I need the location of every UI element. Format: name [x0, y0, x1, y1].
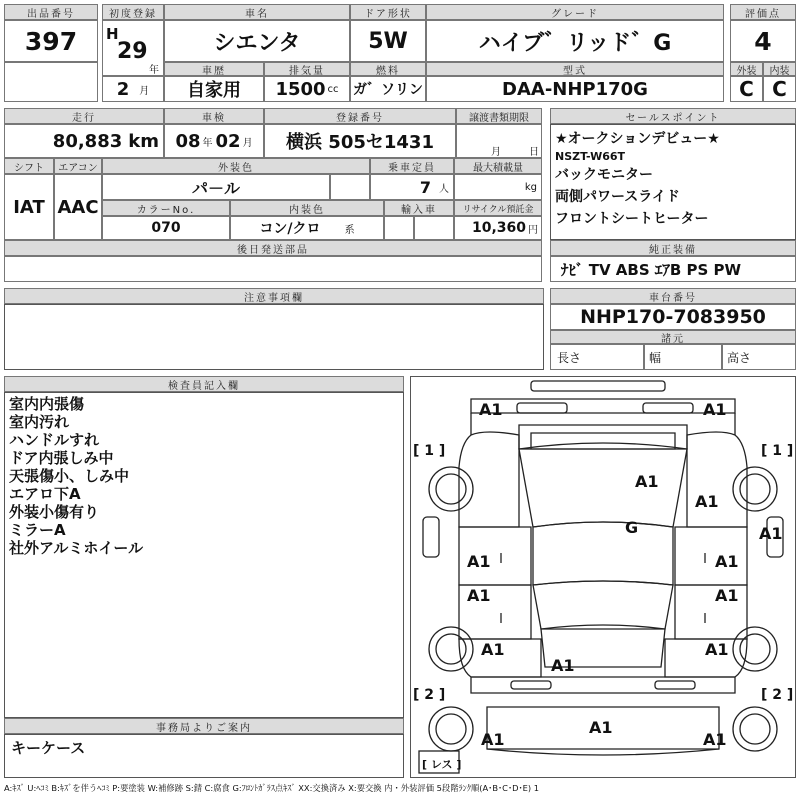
notes-area — [4, 304, 544, 370]
inspector-note: エアロ下A — [9, 485, 81, 503]
first-registration-month: 2 — [116, 78, 130, 100]
fuel: ガ゛ソリン — [350, 76, 426, 102]
inspection-label: 車検 — [164, 108, 264, 124]
front-bumper-outline — [531, 381, 665, 391]
score: 4 — [730, 20, 796, 62]
interior-color-label: 内装色 — [230, 200, 384, 216]
lot-number: 397 — [4, 20, 98, 62]
max-load-unit: kg — [524, 181, 537, 193]
front-lamp-right — [643, 403, 693, 413]
office-notice-label: 事務局よりご案内 — [4, 718, 404, 734]
fuel-label: 燃料 — [350, 62, 426, 76]
notes-label: 注意事項欄 — [4, 288, 544, 304]
exterior-label: 外装 — [730, 62, 763, 76]
mileage: 80,883 — [52, 130, 123, 152]
damage-mark: A1 — [467, 552, 491, 571]
later-parts-value — [4, 256, 542, 282]
color-number: 070 — [102, 216, 230, 240]
inspector-note: 天張傷小、しみ中 — [9, 467, 130, 485]
width-label: 幅 — [644, 344, 722, 370]
recycle-fee-cell — [454, 216, 542, 240]
inspection-year-unit: 年 — [202, 137, 213, 149]
plate-number: 横浜 505セ1431 — [264, 124, 456, 158]
transfer-month-unit: 月 — [491, 147, 501, 158]
inspector-note: ミラーA — [9, 521, 66, 539]
later-parts-label: 後日発送部品 — [4, 240, 542, 256]
history: 自家用 — [164, 76, 264, 102]
damage-mark: A1 — [481, 640, 505, 659]
displacement: 1500 — [275, 78, 326, 100]
displacement-unit: cc — [327, 83, 339, 95]
height-label: 高さ — [722, 344, 796, 370]
recycle-fee-label: リサイクル預託金 — [454, 200, 542, 216]
mileage-label: 走行 — [4, 108, 164, 124]
damage-mark: A1 — [715, 552, 739, 571]
sales-point-item: ★オークションデビュー★ — [555, 131, 720, 147]
inspector-note: ハンドルすれ — [9, 431, 100, 449]
exterior-grade: C — [730, 76, 763, 102]
inspector-note: ドア内張しみ中 — [9, 449, 114, 467]
damage-mark: A1 — [703, 400, 727, 419]
recycle-fee: 10,360 — [471, 220, 526, 236]
bracket-label: [ 1 ] — [761, 443, 794, 459]
inspector-notes-label: 検査員記入欄 — [4, 376, 404, 392]
sales-point-list — [550, 124, 796, 240]
max-load-cell — [454, 174, 542, 200]
capacity-label: 乗車定員 — [370, 158, 454, 174]
left-front-fender — [459, 432, 519, 527]
bracket-label: [ 1 ] — [413, 443, 446, 459]
month-unit: 月 — [139, 85, 150, 97]
legend: A:ｷｽﾞ U:ﾍｺﾐ B:ｷｽﾞを伴うﾍｺﾐ P:要塗装 W:補修跡 S:錆 C:腐食 G:ﾌﾛﾝﾄｶﾞﾗｽ点ｷｽﾞ XX:交換済み X:要交換 内・外装評価 5段階ﾗﾝｸ順(A･B･C･D･E) 1 — [4, 783, 540, 793]
recycle-fee-unit: 円 — [528, 224, 538, 236]
car-name-label: 車名 — [164, 4, 350, 20]
grade: ハイブ゛リッド゛G — [426, 20, 724, 62]
door-label: ドア形状 — [350, 4, 426, 20]
mileage-cell — [4, 124, 164, 158]
model-code: DAA-NHP170G — [426, 76, 724, 102]
interior-label: 内装 — [763, 62, 796, 76]
roof-outline — [533, 522, 673, 585]
damage-mark: G — [625, 518, 639, 537]
sales-point-item: NSZT-W66T — [555, 150, 626, 163]
inspection-cell — [164, 124, 264, 158]
sales-point-item: フロントシートヒーター — [555, 211, 709, 227]
length-label: 長さ — [550, 344, 644, 370]
damage-mark: A1 — [703, 730, 727, 749]
office-notice: キーケース — [4, 734, 404, 778]
equipment-list: ﾅﾋﾞ TV ABS ｴｱB PS PW — [550, 256, 796, 282]
right-front-fender — [687, 432, 747, 527]
interior-color-cell — [230, 216, 384, 240]
interior-grade: C — [763, 76, 796, 102]
year-unit: 年 — [149, 65, 159, 76]
capacity-cell — [370, 174, 454, 200]
import-cell-a — [384, 216, 414, 240]
import-cell-b — [414, 216, 454, 240]
color-number-label: カラーNo. — [102, 200, 230, 216]
inspector-note: 外装小傷有り — [9, 503, 100, 521]
damage-mark: A1 — [635, 472, 659, 491]
max-load-label: 最大積載量 — [454, 158, 542, 174]
ac: AAC — [54, 174, 102, 240]
lot-number-blank — [4, 62, 98, 102]
front-lamp-left — [517, 403, 567, 413]
score-label: 評価点 — [730, 4, 796, 20]
interior-color-unit: 系 — [344, 224, 355, 236]
bracket-label: [ 2 ] — [413, 687, 446, 703]
damage-mark: A1 — [589, 718, 613, 737]
damage-mark: A1 — [479, 400, 503, 419]
capacity-unit: 人 — [439, 183, 449, 195]
shift-label: シフト — [4, 158, 54, 174]
first-registration-year-cell — [102, 20, 164, 76]
exterior-color: パ－ル — [102, 174, 330, 200]
grade-label: グレード — [426, 4, 724, 20]
damage-mark: A1 — [467, 586, 491, 605]
mileage-unit: km — [128, 130, 159, 152]
lot-number-label: 出品番号 — [4, 4, 98, 20]
damage-mark: A1 — [715, 586, 739, 605]
first-registration-label: 初度登録 — [102, 4, 164, 20]
car-diagram-svg — [411, 377, 795, 777]
door-type: 5W — [350, 20, 426, 62]
shift: IAT — [4, 174, 54, 240]
rear-window-outline — [533, 581, 673, 629]
exterior-color-blank — [330, 174, 370, 200]
car-name: シエンタ — [164, 20, 350, 62]
windshield-outline — [519, 443, 687, 527]
inspector-note: 室内汚れ — [9, 413, 70, 431]
damage-mark: A1 — [551, 656, 575, 675]
first-registration-month-cell — [102, 76, 164, 102]
displacement-label: 排気量 — [264, 62, 350, 76]
sales-point-label: セールスポイント — [550, 108, 796, 124]
damage-diagram — [410, 376, 796, 778]
ac-label: エアコン — [54, 158, 102, 174]
inspection-year: 08 — [175, 130, 201, 152]
inspector-note: 社外アルミホイール — [9, 539, 144, 557]
sales-point-item: バックモニター — [555, 167, 653, 183]
front-frame-outline — [471, 399, 735, 413]
equipment-label: 純正装備 — [550, 240, 796, 256]
inspector-notes — [4, 392, 404, 718]
inspection-month: 02 — [215, 130, 241, 152]
left-mirror — [423, 517, 439, 557]
specs-label: 諸元 — [550, 330, 796, 344]
transfer-deadline-cell — [456, 124, 542, 158]
first-registration-year: 29 — [117, 39, 148, 64]
damage-mark: A1 — [481, 730, 505, 749]
capacity: 7 — [419, 177, 431, 197]
exterior-color-label: 外装色 — [102, 158, 370, 174]
model-label: 型式 — [426, 62, 724, 76]
displacement-cell — [264, 76, 350, 102]
inspector-note: 室内内張傷 — [9, 395, 85, 413]
plate-label: 登録番号 — [264, 108, 456, 124]
damage-mark: A1 — [759, 524, 783, 543]
damage-mark: A1 — [695, 492, 719, 511]
history-label: 車歴 — [164, 62, 264, 76]
transfer-day-unit: 日 — [529, 147, 539, 158]
import-label: 輸入車 — [384, 200, 454, 216]
chassis-number: NHP170-7083950 — [550, 304, 796, 330]
transfer-deadline-label: 譲渡書類期限 — [456, 108, 542, 124]
sales-point-item: 両側パワースライド — [555, 189, 680, 205]
damage-mark: A1 — [705, 640, 729, 659]
spare-label: [ レス ] — [422, 758, 462, 771]
chassis-number-label: 車台番号 — [550, 288, 796, 304]
interior-color: コン/クロ — [259, 221, 321, 237]
inspection-month-unit: 月 — [242, 137, 253, 149]
bracket-label: [ 2 ] — [761, 687, 794, 703]
era: H — [106, 25, 119, 43]
